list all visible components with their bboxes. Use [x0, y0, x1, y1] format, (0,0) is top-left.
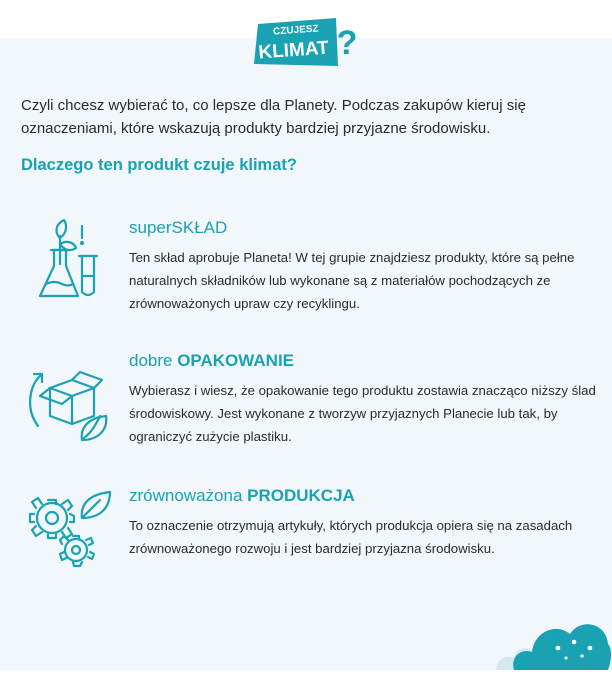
feature-3-title-b: PRODUKCJA [247, 486, 355, 505]
badge-line2: KLIMAT [257, 37, 330, 64]
feature-title-opakowanie [129, 351, 294, 371]
flask-leaf-icon [22, 214, 112, 304]
czujesz-klimat-logo [250, 14, 362, 70]
feature-title-produkcja [129, 486, 355, 506]
feature-1-description: Ten skład aprobuje Planeta! W tej grupie znajdziesz produkty, które są pełne naturalnych składników lub wykonane są z materiałów pochodzących ze zrównoważonych upraw czy recyklingu. [129, 250, 575, 311]
cloud-illustration [492, 608, 612, 670]
feature-2-title-a: dobre [129, 351, 178, 370]
feature-3-title-a: zrównoważona [129, 486, 248, 505]
gears-leaf-icon [22, 486, 112, 576]
feature-2-title-b: OPAKOWANIE [177, 351, 295, 370]
badge-line1: CZUJESZ [272, 23, 319, 38]
box-recycle-icon [22, 358, 112, 448]
intro-text: Czyli chcesz wybierać to, co lepsze dla Planety. Podczas zakupów kieruj się oznaczeniami, które wskazują produkty bardziej przyjazne środowisku. [21, 97, 526, 137]
feature-1-title: superSKŁAD [129, 218, 228, 237]
feature-title-superskład [129, 218, 227, 238]
feature-2-description: Wybierasz i wiesz, że opakowanie tego produktu zostawia znacząco niższy ślad środowiskowy. Jest wykonane z tworzyw przyjaznych Planecie lub tak, by ograniczyć zużycie plastiku. [129, 383, 596, 444]
section-question: Dlaczego ten produkt czuje klimat? [21, 156, 297, 174]
feature-3-description: To oznaczenie otrzymują artykuły, których produkcja opiera się na zasadach zrównoważonego rozwoju i jest bardziej przyjazna środowisku. [129, 518, 573, 556]
badge-question-mark: ? [336, 24, 358, 62]
